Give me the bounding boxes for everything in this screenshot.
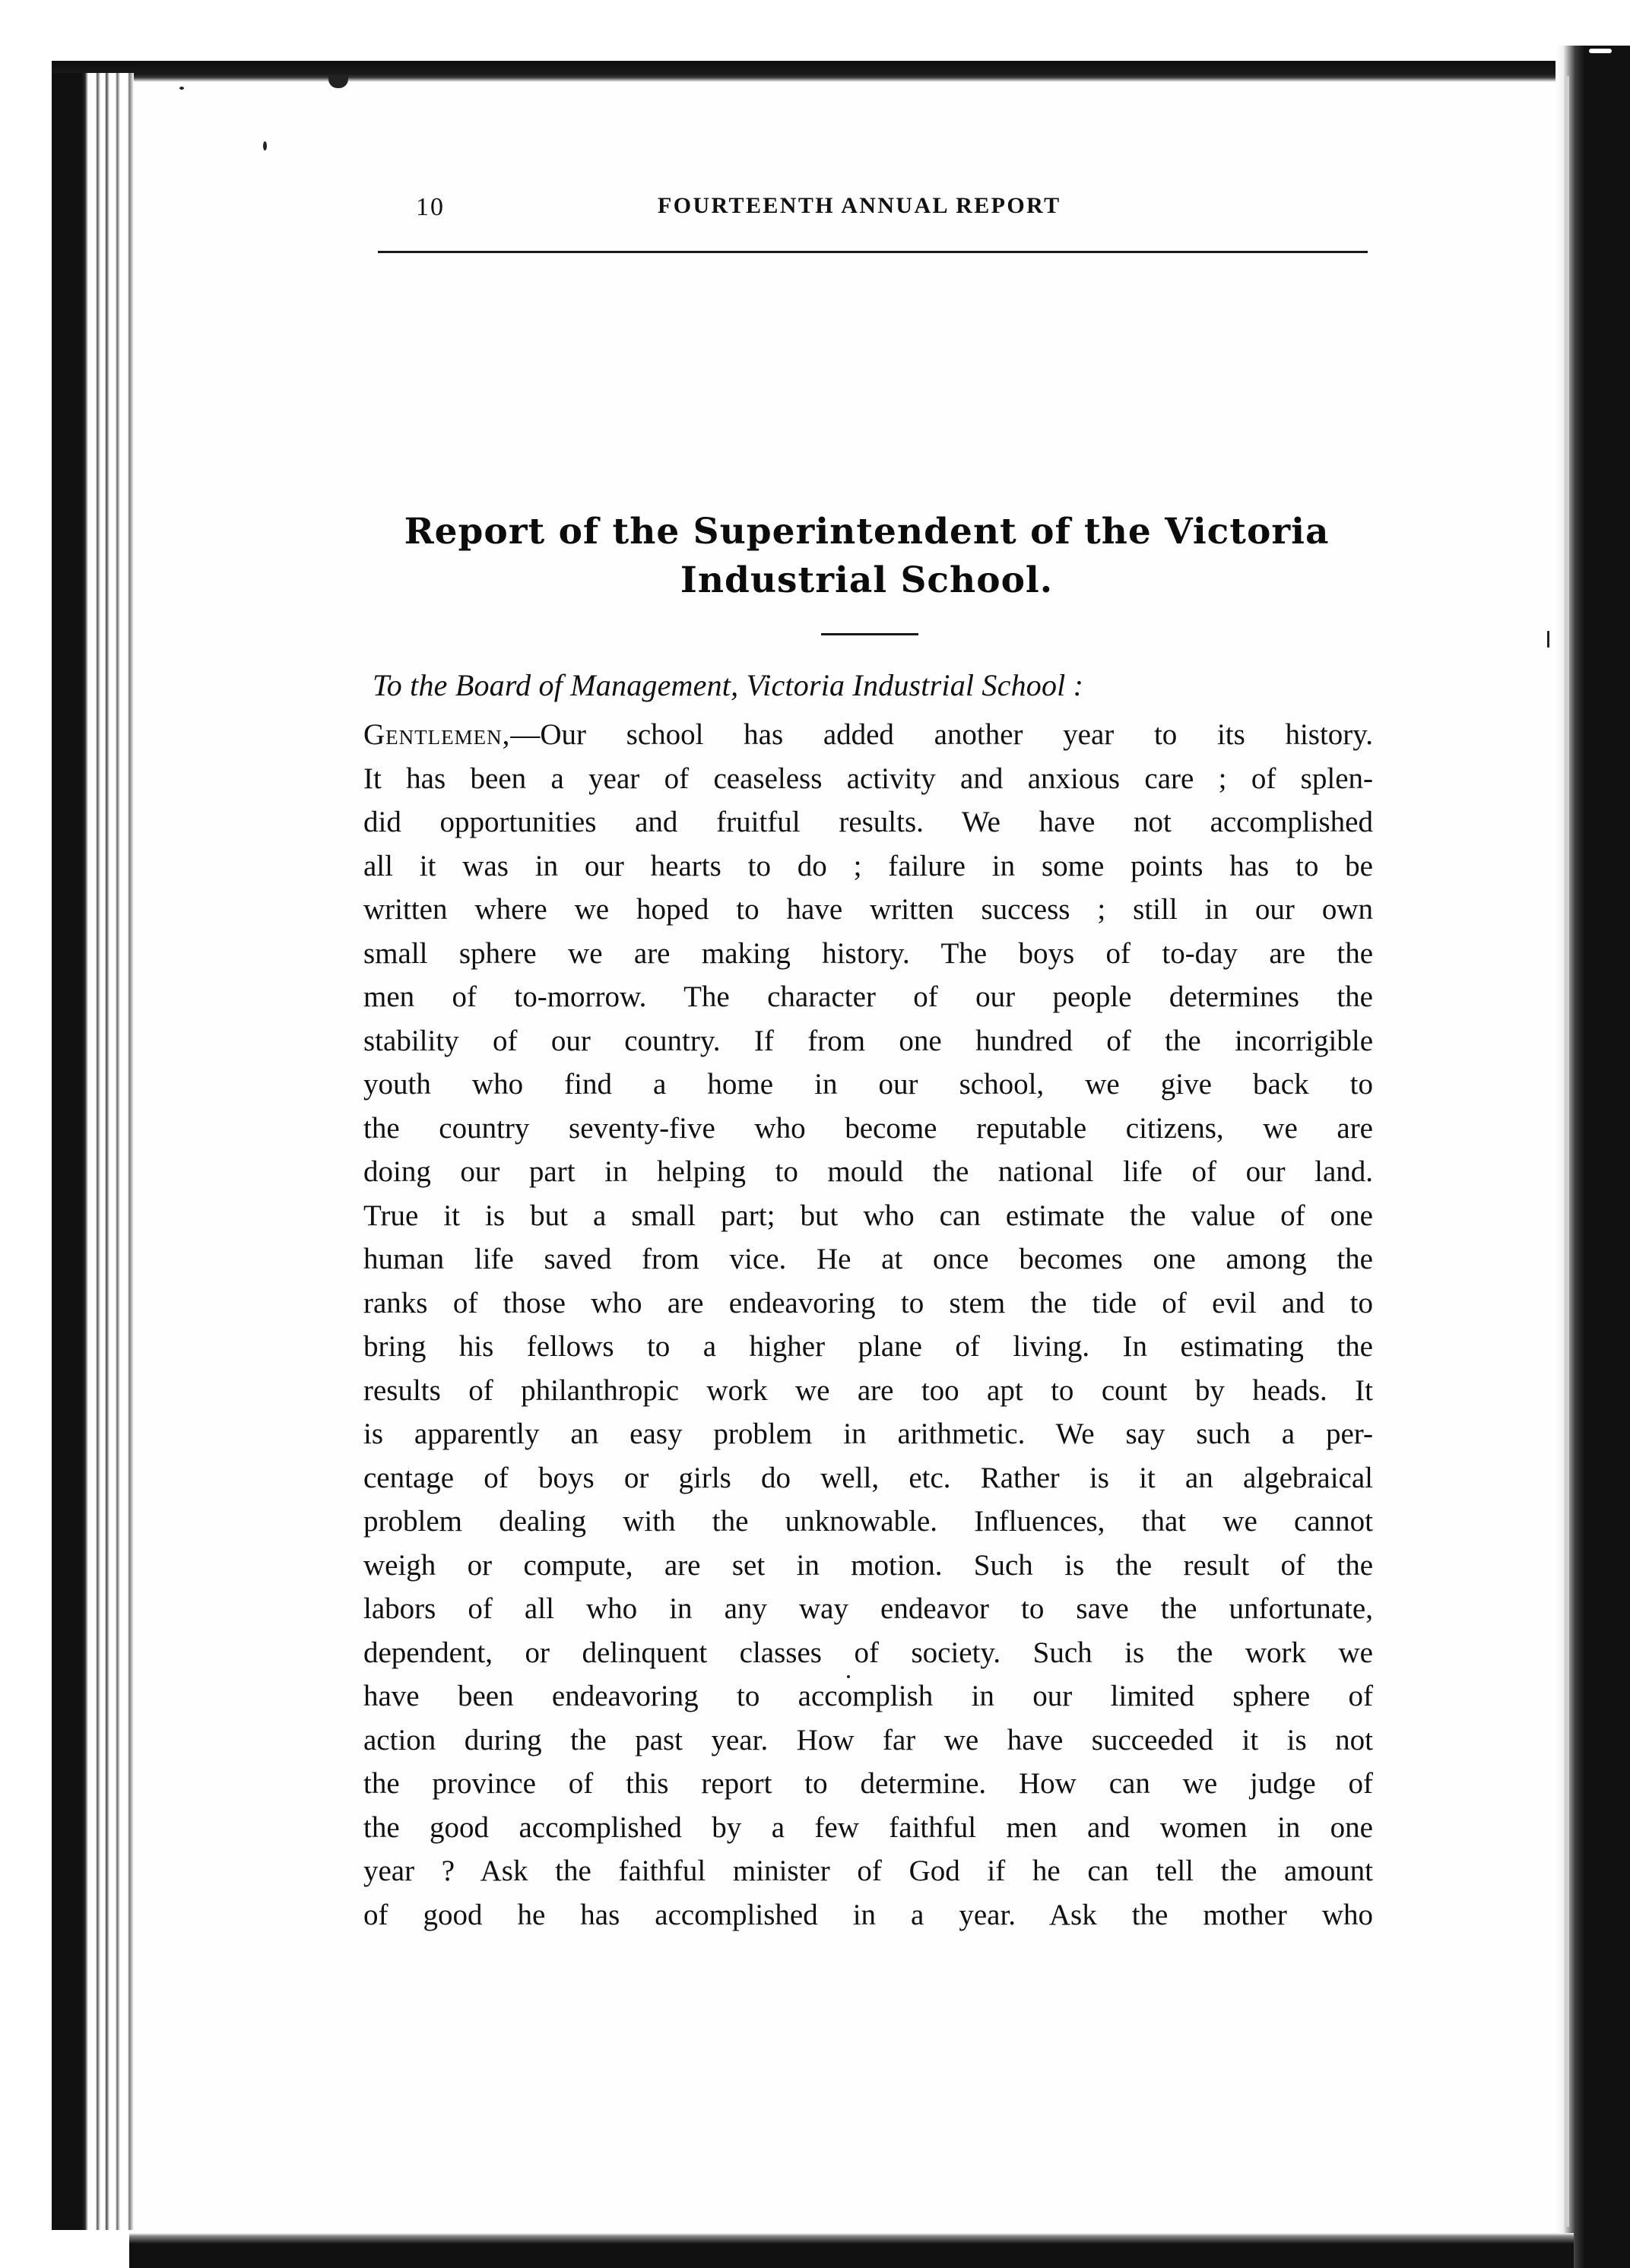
body-line: results of philanthropic work we are too apt to count by heads. It [363, 1373, 1373, 1407]
body-line: did opportunities and fruitful results. We have not accomplished [363, 806, 1373, 838]
body-line: bring his fellows to a higher plane of living. In estimating the [363, 1330, 1373, 1363]
body-line: ranks of those who are endeavoring to stem the tide of evil and to [363, 1286, 1373, 1319]
body-line: the good accomplished by a few faithful men and women in one [363, 1810, 1373, 1844]
body-line: stability of our country. If from one hundred of the incorrigible [363, 1024, 1373, 1057]
body-line: problem dealing with the unknowable. Influences, that we cannot [363, 1505, 1373, 1538]
scan-speck [1547, 631, 1549, 648]
body-line: the country seventy-five who become reputable citizens, we are [363, 1111, 1373, 1145]
opening-word: Gentlemen, [363, 718, 511, 751]
report-title-line-2: Industrial School. [680, 559, 1054, 601]
body-line: weigh or compute, are set in motion. Such is the result of the [363, 1548, 1373, 1582]
book-binding-left [52, 73, 134, 2230]
body-line-text: —Our school has added another year to its history. [510, 718, 1373, 751]
body-line: the province of this report to determine. How can we judge of [363, 1767, 1373, 1800]
body-line: year ? Ask the faithful minister of God if he can tell the amount [363, 1855, 1373, 1887]
salutation: To the Board of Management, Victoria Industrial School : [373, 668, 1084, 702]
body-line: It has been a year of ceaseless activity and anxious care ; of splen- [363, 762, 1373, 795]
page-number: 10 [416, 193, 445, 221]
running-header [378, 190, 1368, 236]
body-line: have been endeavoring to accomplish in our limited sphere of [363, 1680, 1373, 1712]
body-line: all it was in our hearts to do ; failure in some points has to be [363, 849, 1373, 882]
body-line: human life saved from vice. He at once becomes one among the [363, 1243, 1373, 1275]
report-body [363, 713, 1373, 1937]
body-line: is apparently an easy problem in arithmetic. We say such a per- [363, 1418, 1373, 1450]
body-line: written where we hoped to have written success ; still in our own [363, 893, 1373, 926]
body-line: action during the past year. How far we have succeeded it is not [363, 1723, 1373, 1756]
page-edge [1565, 76, 1569, 2227]
body-line: centage of boys or girls do well, etc. Rather is it an algebraical [363, 1461, 1373, 1494]
running-header-title: FOURTEENTH ANNUAL REPORT [658, 193, 1061, 218]
body-line: True it is but a small part; but who can estimate the value of one [363, 1199, 1373, 1232]
title-rule [821, 633, 918, 635]
body-line [363, 713, 1373, 757]
body-line: labors of all who in any way endeavor to save the unfortunate, [363, 1592, 1373, 1625]
body-line: small sphere we are making history. The boys of to-day are the [363, 936, 1373, 970]
scan-speck [1589, 49, 1612, 53]
body-line: men of to-morrow. The character of our people determines the [363, 980, 1373, 1013]
scan-speck [179, 87, 184, 90]
scan-frame-bottom [129, 2233, 1574, 2268]
body-line: dependent, or delinquent classes of society. Such is the work we [363, 1636, 1373, 1669]
header-rule [378, 251, 1368, 253]
report-title-line-1: Report of the Superintendent of the Victoria [404, 511, 1330, 553]
body-line: doing our part in helping to mould the national life of our land. [363, 1155, 1373, 1188]
scan-speck [263, 141, 267, 150]
scan-frame-top [52, 61, 1572, 82]
body-line: of good he has accomplished in a year. Ask the mother who [363, 1898, 1373, 1931]
report-title [319, 508, 1414, 605]
body-line: youth who find a home in our school, we give back to [363, 1068, 1373, 1101]
